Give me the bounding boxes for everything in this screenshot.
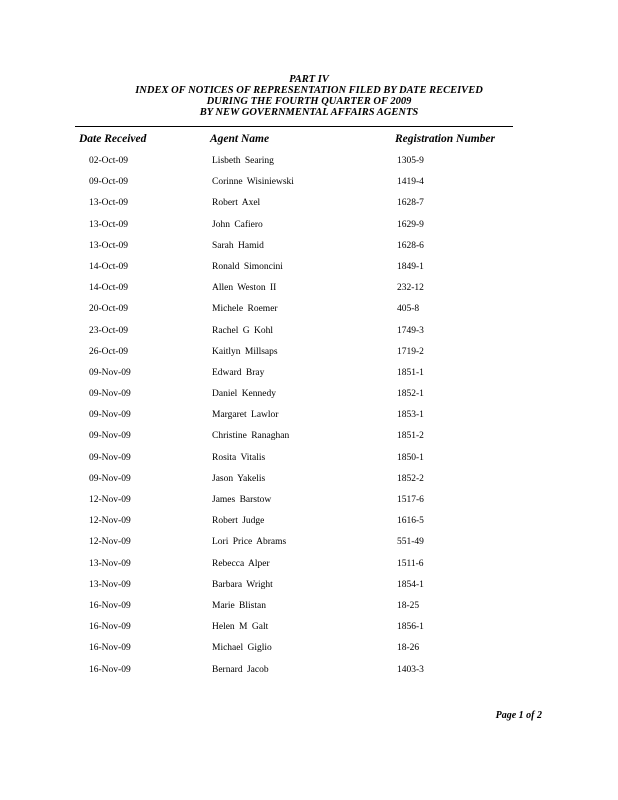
agent-name-cell: Barbara Wright — [212, 579, 273, 590]
registration-number-cell: 1629-9 — [397, 219, 424, 230]
agent-name-cell: Robert Judge — [212, 516, 265, 527]
agent-name-cell: Rachel G Kohl — [212, 325, 273, 336]
agent-name-cell: Allen Weston II — [212, 283, 277, 294]
document-header — [0, 74, 618, 118]
index-title: INDEX OF NOTICES OF REPRESENTATION FILED BY DATE RECEIVED — [135, 85, 483, 96]
date-cell: 16-Nov-09 — [89, 600, 131, 611]
date-cell: 13-Nov-09 — [89, 579, 131, 590]
table-row — [0, 408, 618, 429]
table-row — [0, 599, 618, 620]
part-title: PART IV — [289, 74, 329, 85]
date-cell: 14-Oct-09 — [89, 283, 129, 294]
table-row — [0, 535, 618, 556]
table-row — [0, 472, 618, 493]
agents-subtitle: BY NEW GOVERNMENTAL AFFAIRS AGENTS — [199, 107, 419, 118]
registration-number-cell: 1852-2 — [397, 473, 424, 484]
agent-name-cell: Kaitlyn Millsaps — [212, 346, 278, 357]
table-row — [0, 366, 618, 387]
table-row — [0, 493, 618, 514]
registration-number-cell: 1854-1 — [397, 579, 424, 590]
registration-number-cell: 1851-1 — [397, 367, 424, 378]
agent-name-cell: Robert Axel — [212, 198, 261, 209]
agent-table — [0, 154, 618, 684]
table-row — [0, 620, 618, 641]
agent-name-cell: Michele Roemer — [212, 304, 278, 315]
registration-number-cell: 1749-3 — [397, 325, 424, 336]
table-row — [0, 345, 618, 366]
registration-number-cell: 1853-1 — [397, 410, 424, 421]
registration-number-cell: 232-12 — [397, 283, 424, 294]
agent-name-cell: Lisbeth Searing — [212, 156, 274, 166]
table-row — [0, 641, 618, 662]
table-row — [0, 578, 618, 599]
date-cell: 09-Oct-09 — [89, 177, 129, 188]
table-row — [0, 281, 618, 302]
agent-name-cell: James Barstow — [212, 495, 272, 505]
agent-name-cell: Corinne Wisiniewski — [212, 177, 294, 188]
date-cell: 09-Nov-09 — [89, 431, 131, 442]
date-cell: 09-Nov-09 — [89, 367, 131, 378]
table-row — [0, 260, 618, 281]
date-cell: 16-Nov-09 — [89, 622, 131, 633]
agent-name-cell: Daniel Kennedy — [212, 389, 276, 400]
agent-name-cell: Rebecca Alper — [212, 558, 270, 569]
registration-number-cell: 1852-1 — [397, 389, 424, 400]
registration-number-cell: 1628-7 — [397, 198, 424, 209]
registration-number-cell: 18-26 — [397, 643, 420, 654]
agent-name-cell: Michael Giglio — [212, 643, 272, 654]
date-cell: 13-Oct-09 — [89, 198, 129, 209]
registration-number-cell: 1719-2 — [397, 346, 424, 357]
date-cell: 16-Nov-09 — [89, 643, 131, 654]
registration-number-cell: 405-8 — [397, 304, 420, 315]
table-row — [0, 451, 618, 472]
date-cell: 02-Oct-09 — [89, 156, 129, 166]
registration-number-cell: 1851-2 — [397, 431, 424, 442]
agent-name-cell: Christine Ranaghan — [212, 431, 290, 442]
agent-name-cell: Bernard Jacob — [212, 664, 269, 675]
registration-number-cell: 551-49 — [397, 537, 424, 548]
date-cell: 09-Nov-09 — [89, 452, 131, 463]
agent-name-cell: John Cafiero — [212, 219, 263, 230]
column-header-agent: Agent Name — [210, 133, 270, 145]
registration-number-cell: 1849-1 — [397, 261, 424, 272]
agent-name-cell: Edward Bray — [212, 367, 265, 378]
agent-name-cell: Sarah Hamid — [212, 240, 264, 251]
agent-name-cell: Lori Price Abrams — [212, 537, 287, 548]
registration-number-cell: 1850-1 — [397, 452, 424, 463]
date-cell: 13-Nov-09 — [89, 558, 131, 569]
agent-name-cell: Jason Yakelis — [212, 473, 266, 484]
date-cell: 14-Oct-09 — [89, 261, 129, 272]
column-header-date: Date Received — [79, 133, 147, 145]
date-cell: 09-Nov-09 — [89, 473, 131, 484]
table-row — [0, 154, 618, 175]
date-cell: 20-Oct-09 — [89, 304, 129, 315]
date-cell: 26-Oct-09 — [89, 346, 129, 357]
registration-number-cell: 1616-5 — [397, 516, 424, 527]
table-row — [0, 557, 618, 578]
table-row — [0, 324, 618, 345]
table-row — [0, 218, 618, 239]
registration-number-cell: 1517-6 — [397, 495, 424, 505]
date-cell: 16-Nov-09 — [89, 664, 131, 675]
table-row — [0, 514, 618, 535]
agent-name-cell: Marie Blistan — [212, 600, 266, 611]
date-cell: 09-Nov-09 — [89, 410, 131, 421]
page-number: Page 1 of 2 — [495, 710, 542, 721]
agent-name-cell: Rosita Vitalis — [212, 452, 266, 463]
registration-number-cell: 1305-9 — [397, 156, 424, 166]
table-row — [0, 239, 618, 260]
date-cell: 12-Nov-09 — [89, 537, 131, 548]
registration-number-cell: 1403-3 — [397, 664, 424, 675]
date-cell: 13-Oct-09 — [89, 240, 129, 251]
table-row — [0, 175, 618, 196]
registration-number-cell: 1419-4 — [397, 177, 424, 188]
date-cell: 13-Oct-09 — [89, 219, 129, 230]
date-cell: 12-Nov-09 — [89, 495, 131, 505]
registration-number-cell: 1628-6 — [397, 240, 424, 251]
table-row — [0, 302, 618, 323]
table-row — [0, 663, 618, 684]
date-cell: 23-Oct-09 — [89, 325, 129, 336]
registration-number-cell: 1511-6 — [397, 558, 424, 569]
column-header-registration: Registration Number — [395, 133, 496, 145]
agent-name-cell: Margaret Lawlor — [212, 410, 279, 421]
table-row — [0, 196, 618, 217]
agent-name-cell: Ronald Simoncini — [212, 261, 283, 272]
agent-name-cell: Helen M Galt — [212, 622, 269, 633]
table-row — [0, 387, 618, 408]
header-rule — [75, 126, 513, 127]
registration-number-cell: 18-25 — [397, 600, 420, 611]
date-cell: 09-Nov-09 — [89, 389, 131, 400]
table-row — [0, 429, 618, 450]
date-cell: 12-Nov-09 — [89, 516, 131, 527]
registration-number-cell: 1856-1 — [397, 622, 424, 633]
quarter-subtitle: DURING THE FOURTH QUARTER OF 2009 — [206, 96, 412, 107]
